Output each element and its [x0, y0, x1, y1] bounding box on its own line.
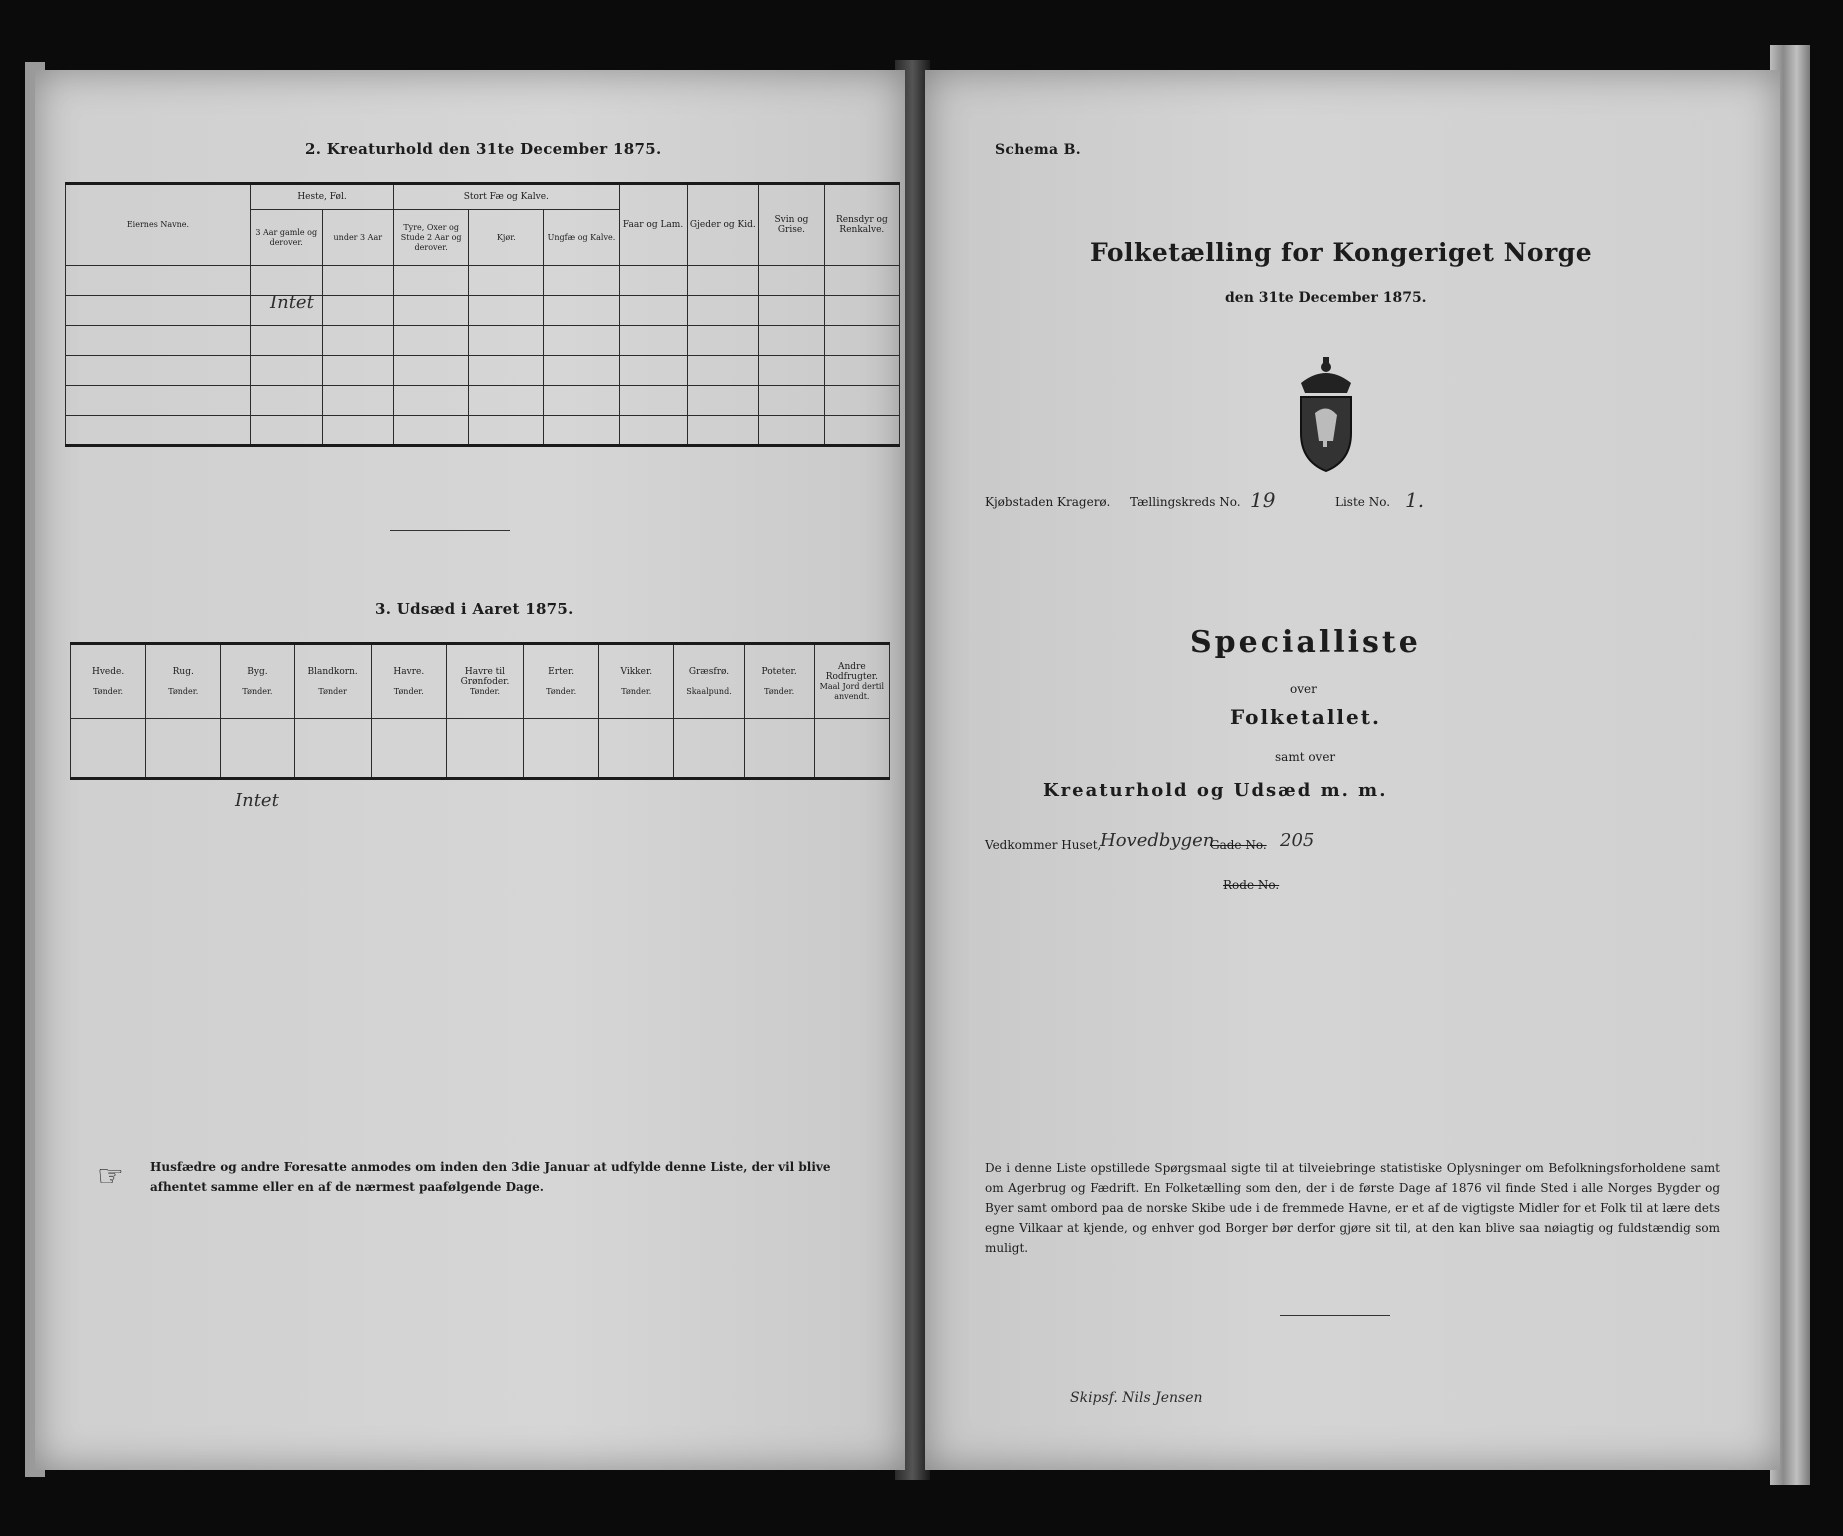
- seed-col-3: Blandkorn. Tønder: [294, 644, 371, 719]
- table-row: [66, 356, 900, 386]
- col-sheep: Faar og Lam.: [619, 184, 687, 266]
- house-label: Vedkommer Huset,: [985, 838, 1102, 852]
- rode-no-label: Rode No.: [1223, 878, 1280, 892]
- seed-handwritten-entry: Intet: [235, 790, 279, 811]
- seed-col-0: Hvede. Tønder.: [71, 644, 146, 719]
- seed-col-5: Havre til Grønfoder. Tønder.: [446, 644, 523, 719]
- instructions-notice: Husfædre og andre Foresatte anmodes om inden den 3die Januar at udfylde denne Liste, der vil blive afhentet samme eller en af de nærmest paafølgende Dage.: [150, 1160, 831, 1194]
- house-value: Hovedbygen: [1100, 830, 1215, 851]
- col-horses-young: under 3 Aar: [322, 210, 394, 266]
- population-heading: Folketallet.: [1230, 705, 1381, 729]
- table-row: [66, 296, 900, 326]
- over-text-2: samt over: [1275, 750, 1336, 764]
- livestock-handwritten-entry: Intet: [270, 292, 314, 313]
- census-title: Folketælling for Kongeriget Norge: [1090, 238, 1593, 267]
- section3-title: 3. Udsæd i Aaret 1875.: [375, 600, 574, 618]
- table-row: [66, 266, 900, 296]
- table-row: [66, 386, 900, 416]
- col-cattle-bulls: Tyre, Oxer og Stude 2 Aar og derover.: [394, 210, 469, 266]
- special-list-title: Specialliste: [1190, 625, 1421, 660]
- seed-col-10: Andre Rodfrugter. Maal Jord dertil anvendt.: [814, 644, 889, 719]
- over-text-1: over: [1290, 682, 1317, 696]
- list-label: Liste No.: [1335, 495, 1391, 509]
- street-no-value: 205: [1280, 830, 1315, 851]
- col-goats: Gjeder og Kid.: [687, 184, 759, 266]
- table-row: [71, 719, 890, 779]
- seed-col-2: Byg. Tønder.: [221, 644, 294, 719]
- right-page: [925, 70, 1780, 1470]
- seed-col-9: Poteter. Tønder.: [744, 644, 814, 719]
- list-value: 1.: [1405, 488, 1425, 512]
- intro-paragraph: De i denne Liste opstillede Spørgsmaal sigte til at tilveiebringe statistiske Oplysninger om Befolkningsforholdene samt om Agerbrug og Fædrift. En Folketælling som den, der i de første Dage af 1876 vil finde Sted i alle Norges Bygder og Byer samt ombord paa de norske Skibe ude i de fremmede Havne, er et af de vigtigste Midler for et Folk til at lære dets egne Vilkaar at kjende, og enhver god Borger bør derfor gjøre sit til, at den kan blive saa nøiagtig og fuldstændig som muligt.: [985, 1161, 1720, 1255]
- col-pigs: Svin og Grise.: [759, 184, 825, 266]
- district-value: 19: [1250, 488, 1276, 512]
- coat-of-arms-icon: [1287, 353, 1365, 473]
- left-page: [35, 70, 905, 1470]
- seed-table: [70, 642, 890, 780]
- signature: Skipsf. Nils Jensen: [1070, 1390, 1203, 1406]
- table-row: [66, 326, 900, 356]
- census-date: den 31te December 1875.: [1225, 290, 1427, 306]
- bottom-divider: [1280, 1315, 1390, 1316]
- col-cattle: Stort Fæ og Kalve.: [394, 184, 619, 210]
- schema-label: Schema B.: [995, 142, 1081, 158]
- livestock-table: [65, 182, 900, 447]
- district-label: Tællingskreds No.: [1130, 495, 1241, 509]
- col-cattle-cows: Kjør.: [469, 210, 544, 266]
- col-horses: Heste, Føl.: [250, 184, 393, 210]
- table-row: [66, 416, 900, 446]
- seed-col-4: Havre. Tønder.: [371, 644, 446, 719]
- street-no-label: Gade No.: [1210, 838, 1267, 852]
- col-horses-adult: 3 Aar gamle og derover.: [250, 210, 322, 266]
- seed-col-1: Rug. Tønder.: [146, 644, 221, 719]
- livestock-heading: Kreaturhold og Udsæd m. m.: [1043, 780, 1388, 801]
- municipality-label: Kjøbstaden Kragerø.: [985, 495, 1111, 509]
- col-owner-names: Eiernes Navne.: [66, 184, 251, 266]
- seed-col-8: Græsfrø. Skaalpund.: [674, 644, 744, 719]
- section2-title: 2. Kreaturhold den 31te December 1875.: [305, 140, 662, 158]
- col-reindeer: Rensdyr og Renkalve.: [824, 184, 899, 266]
- col-cattle-young: Ungfæ og Kalve.: [544, 210, 619, 266]
- seed-col-7: Vikker. Tønder.: [599, 644, 674, 719]
- divider-line: [390, 530, 510, 531]
- pointing-hand-icon: ☞: [97, 1159, 124, 1194]
- seed-col-6: Erter. Tønder.: [524, 644, 599, 719]
